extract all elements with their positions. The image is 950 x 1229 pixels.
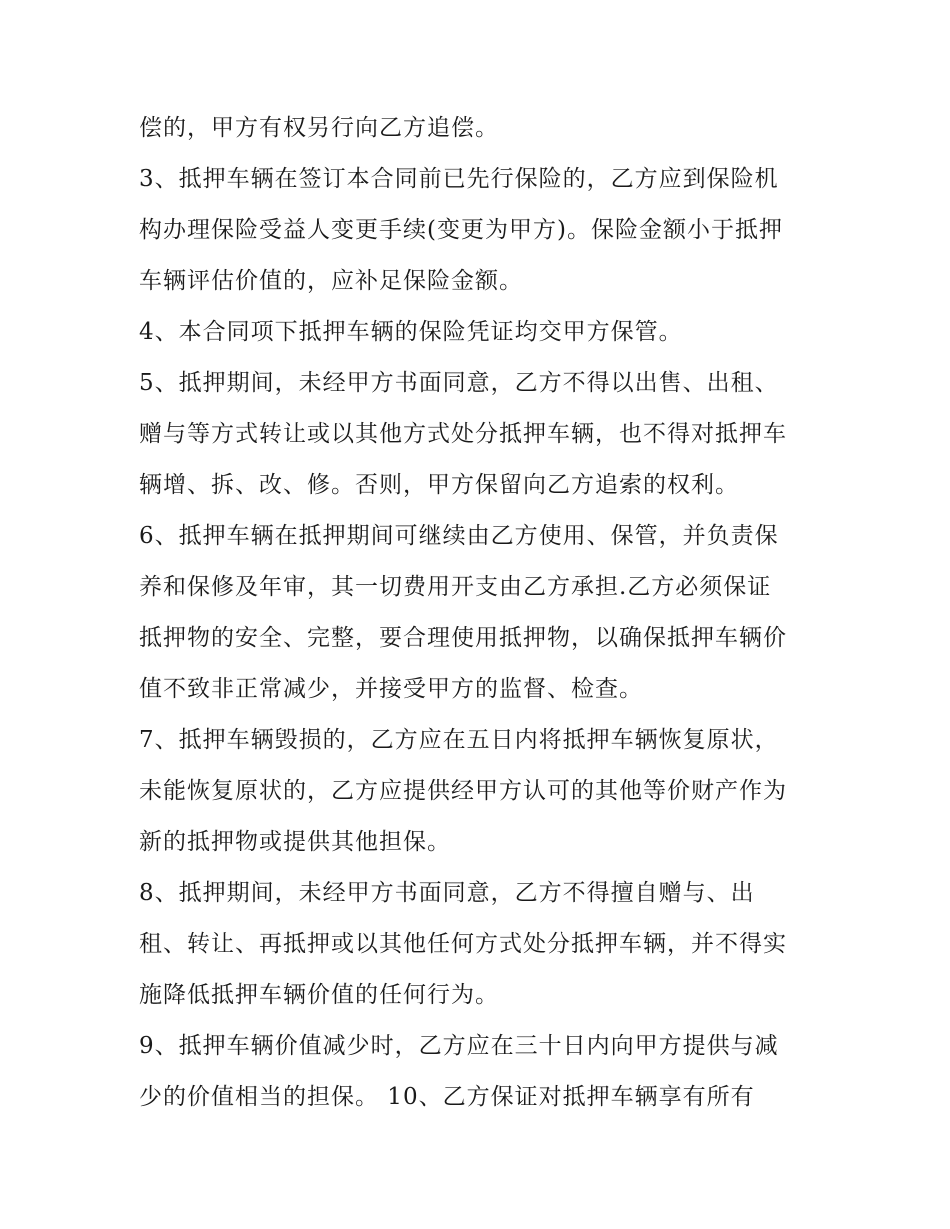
text-line: 5、抵押期间，未经甲方书面同意，乙方不得以出售、出租、 <box>139 370 779 396</box>
text-line: 3、抵押车辆在签订本合同前已先行保险的，乙方应到保险机 <box>139 166 779 192</box>
text-line: 偿的，甲方有权另行向乙方追偿。 <box>139 115 499 141</box>
text-line: 9、抵押车辆价值减少时，乙方应在三十日内向甲方提供与减 <box>139 1033 779 1059</box>
text-line: 养和保修及年审，其一切费用开支由乙方承担.乙方必须保证 <box>139 574 772 600</box>
text-line: 租、转让、再抵押或以其他任何方式处分抵押车辆，并不得实 <box>139 931 787 957</box>
text-line: 8、抵押期间，未经甲方书面同意，乙方不得擅自赠与、出 <box>139 880 755 906</box>
text-line: 构办理保险受益人变更手续(变更为甲方)。保险金额小于抵押 <box>139 217 783 243</box>
text-line: 施降低抵押车辆价值的任何行为。 <box>139 982 499 1008</box>
text-line: 辆增、拆、改、修。否则，甲方保留向乙方追索的权利。 <box>139 472 739 498</box>
text-line: 6、抵押车辆在抵押期间可继续由乙方使用、保管，并负责保 <box>139 523 779 549</box>
text-line: 值不致非正常减少，并接受甲方的监督、检查。 <box>139 676 643 702</box>
text-line: 4、本合同项下抵押车辆的保险凭证均交甲方保管。 <box>139 319 683 345</box>
text-line: 新的抵押物或提供其他担保。 <box>139 829 451 855</box>
text-line: 抵押物的安全、完整，要合理使用抵押物，以确保抵押车辆价 <box>139 625 787 651</box>
text-line: 少的价值相当的担保。 10、乙方保证对抵押车辆享有所有 <box>139 1084 755 1110</box>
text-line: 赠与等方式转让或以其他方式处分抵押车辆，也不得对抵押车 <box>139 421 787 447</box>
text-line: 未能恢复原状的，乙方应提供经甲方认可的其他等价财产作为 <box>139 778 787 804</box>
text-line: 车辆评估价值的，应补足保险金额。 <box>139 268 523 294</box>
text-line: 7、抵押车辆毁损的，乙方应在五日内将抵押车辆恢复原状， <box>139 727 779 753</box>
